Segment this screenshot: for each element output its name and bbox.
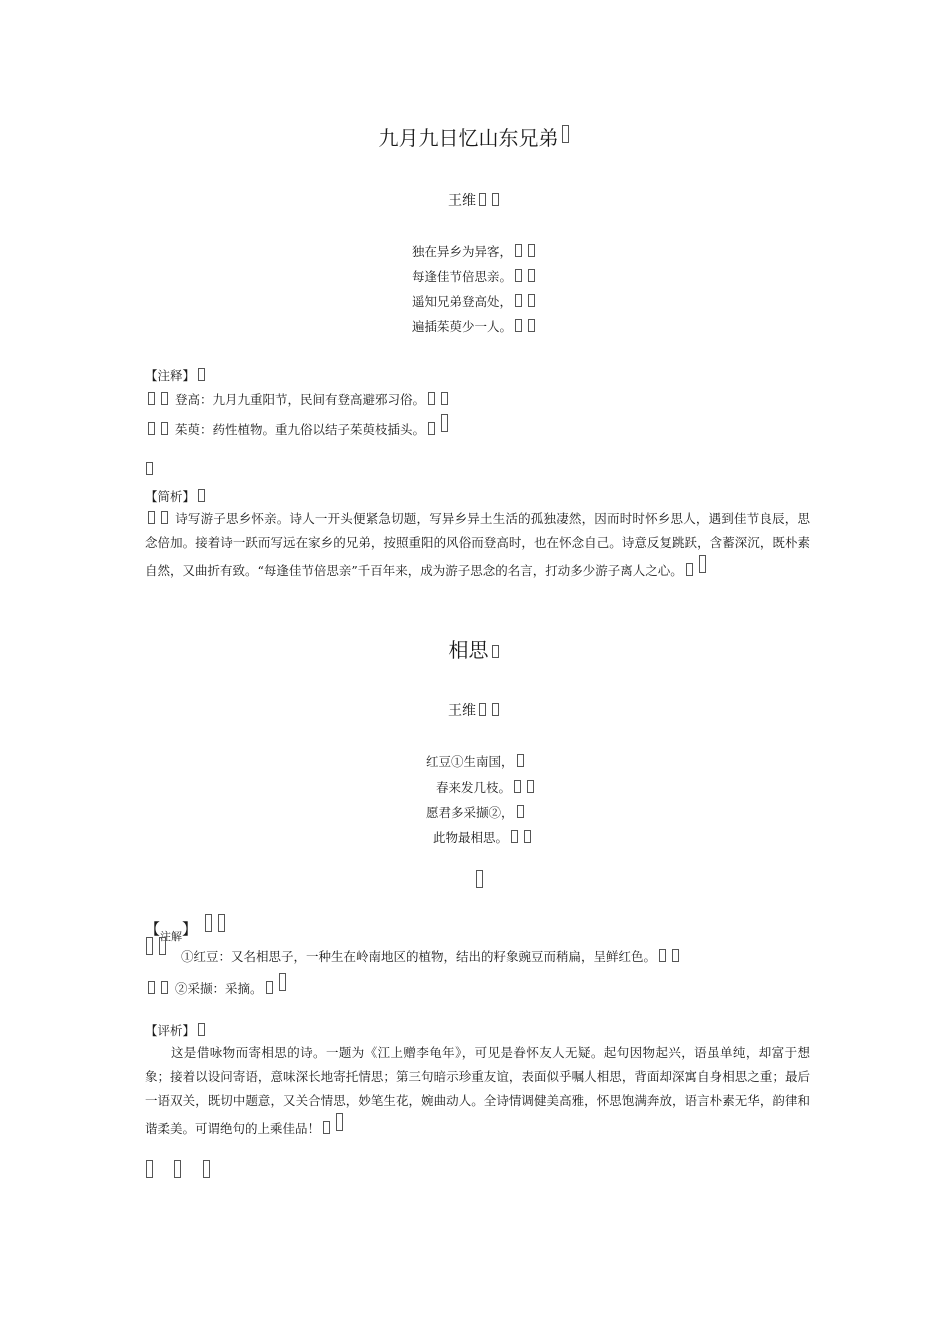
poem2-analysis-heading: 【评析】 (145, 1021, 208, 1039)
poem1-analysis: 诗写游子思乡怀亲。诗人一开头便紧急切题，写异乡异土生活的孤独凄然，因而时时怀乡思人，遇到佳节良辰，思念倍加。接着诗一跃而写远在家乡的兄弟，按照重阳的风俗而登高时，也在怀念自己。诗意反复跳跃，含蓄深沉，既朴素自然，又曲折有致。“每逢佳节倍思亲”千百年来，成为游子思念的名言，打动多少游子离人之心。 (145, 511, 810, 578)
poem1-analysis-heading: 【简析】 (145, 487, 208, 505)
poem2-note-1: ①红豆：又名相思子，一种生在岭南地区的植物，结出的籽象豌豆而稍扁，呈鲜红色。 (181, 947, 682, 965)
poem2-notes-heading: 【$_{注解}$】 (145, 914, 228, 939)
poem1-note-1: 登高：九月九重阳节，民间有登高避邪习俗。 (145, 390, 451, 408)
poem1-notes-heading: 【注释】 (145, 366, 208, 384)
poem2-notes-markers (143, 937, 169, 960)
poem2-analysis: 这是借咏物而寄相思的诗。一题为《江上赠李龟年》，可见是眷怀友人无疑。起句因物起兴，语虽单纯，却富于想象；接着以设问寄语，意味深长地寄托情思；第三句暗示珍重友谊，表面似乎嘱人相思，背面却深寓自身相思之重；最后一语双关，既切中题意，又关合情思，妙笔生花，婉曲动人。全诗情调健美高雅，怀思饱满奔放，语言朴素无华，韵律和谐柔美。可谓绝句的上乘佳品！ (145, 1045, 810, 1136)
poem1-line-1: 独在异乡为异客， (0, 242, 950, 260)
poem2-line-1: 红豆①生南国， (426, 752, 527, 770)
poem2-title (0, 634, 950, 663)
poem1-title-text: 九月九日忆山东兄弟 (378, 126, 559, 150)
poem1-title (0, 122, 950, 151)
placeholder-glyph-icon (562, 125, 569, 143)
placeholder-glyph-icon (492, 645, 499, 658)
placeholder-glyph-icon (479, 703, 486, 716)
placeholder-glyph-icon (479, 193, 486, 206)
poem2-title-text: 相思 (448, 638, 489, 662)
placeholder-glyph-icon (143, 462, 156, 477)
poem2-line-4: 此物最相思。 (433, 828, 534, 846)
poem1-line-2: 每逢佳节倍思亲。 (0, 267, 950, 285)
poem2-note-2: ②采撷：采摘。 (145, 973, 289, 997)
poem1-author-text: 王维 (448, 193, 476, 209)
poem2-author (0, 700, 950, 720)
poem2-line-2: 春来发几枝。 (436, 778, 537, 796)
poem2-line-3: 愿君多采撷②， (426, 803, 527, 821)
placeholder-glyph-icon (473, 870, 486, 894)
poem1-line-4: 遍插茱萸少一人。 (0, 317, 950, 335)
poem1-author (0, 190, 950, 210)
poem1-line-3: 遥知兄弟登高处， (0, 292, 950, 310)
poem2-author-text: 王维 (448, 703, 476, 719)
trailing-placeholder-glyphs (143, 1160, 213, 1184)
placeholder-glyph-icon (492, 703, 499, 716)
poem1-note-2: 茱萸：药性植物。重九俗以结子茱萸枝插头。 (145, 414, 451, 438)
placeholder-glyph-icon (492, 193, 499, 206)
